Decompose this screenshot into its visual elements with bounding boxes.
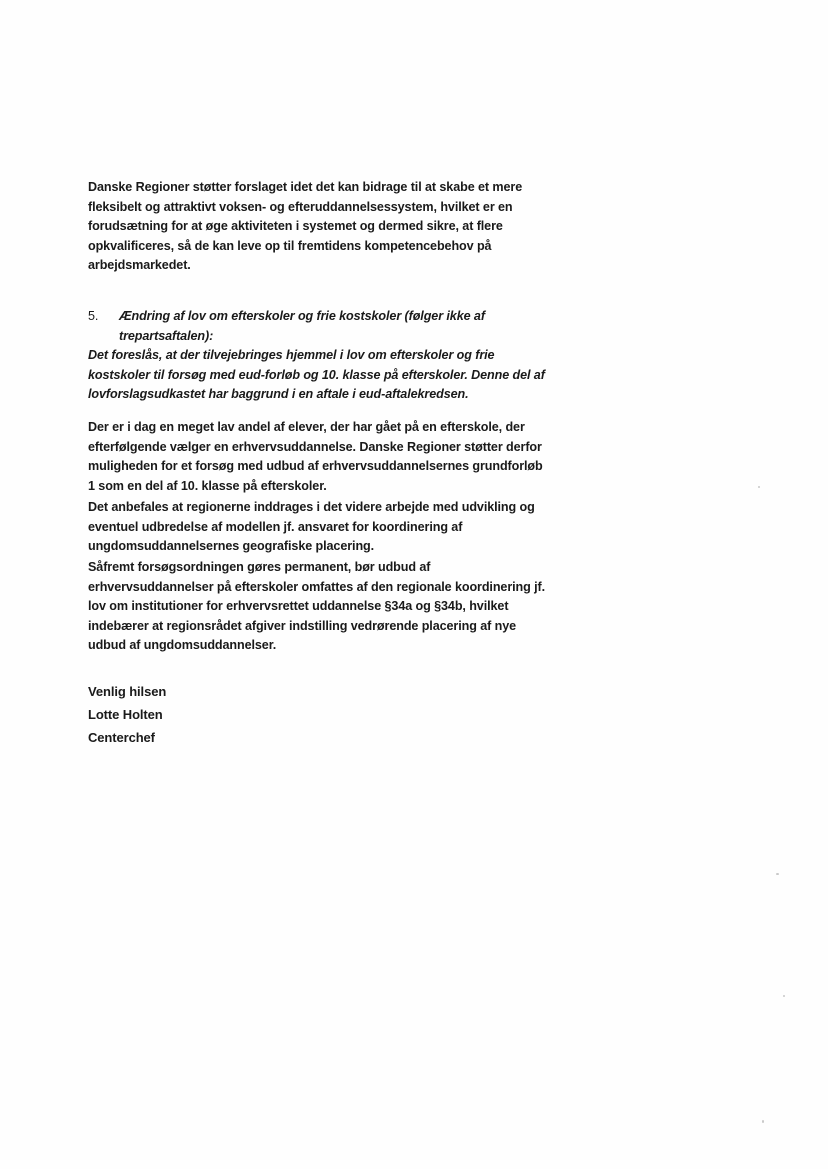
section-title — [88, 307, 588, 327]
scan-speck — [776, 873, 779, 875]
section-title-line: Ændring af lov om efterskoler og frie kostskoler (følger ikke af — [119, 309, 485, 323]
section-5-heading — [88, 307, 588, 405]
body-line: eventuel udbredelse af modellen jf. ansvaret for koordinering af — [88, 519, 463, 534]
scan-speck — [758, 486, 760, 488]
body-line: 1 som en del af 10. klasse på efterskoler. — [88, 478, 327, 493]
signature-title: Centerchef — [88, 730, 155, 745]
section-number: 5. — [88, 309, 99, 323]
body-line: muligheden for et forsøg med udbud af erhvervsuddannelsernes grundforløb — [88, 459, 543, 473]
body-line: ungdomsuddannelsernes geografiske placering. — [88, 539, 375, 553]
body-line: Det anbefales at regionerne inddrages i det videre arbejde med udvikling og — [88, 500, 535, 514]
body-line: Såfremt forsøgsordningen gøres permanent, bør udbud af — [88, 560, 431, 574]
intro-line: arbejdsmarkedet. — [88, 258, 191, 272]
section-summary-line: kostskoler til forsøg med eud-forløb og 10. klasse på efterskoler. Denne del af — [88, 367, 545, 382]
intro-line: fleksibelt og attraktivt voksen- og efteruddannelsessystem, hvilket er en — [88, 199, 513, 214]
scan-speck — [783, 995, 785, 997]
body-line: udbud af ungdomsuddannelser. — [88, 638, 277, 652]
body-line: indebærer at regionsrådet afgiver indstilling vedrørende placering af nye — [88, 618, 516, 633]
body-paragraph-3 — [88, 558, 588, 656]
signature-closing: Venlig hilsen — [88, 684, 167, 699]
signature-block — [88, 680, 588, 749]
section-summary-line: lovforslagsudkastet har baggrund i en aftale i eud-aftalekredsen. — [88, 387, 469, 401]
body-line: Der er i dag en meget lav andel af elever, der har gået på en efterskole, der — [88, 420, 525, 434]
section-summary-line: Det foreslås, at der tilvejebringes hjemmel i lov om efterskoler og frie — [88, 348, 495, 362]
body-line: lov om institutioner for erhvervsrettet uddannelse §34a og §34b, hvilket — [88, 599, 509, 613]
body-paragraph-1 — [88, 418, 588, 496]
intro-paragraph — [88, 178, 588, 276]
body-line: efterfølgende vælger en erhvervsuddannelse. Danske Regioner støtter derfor — [88, 439, 542, 454]
body-paragraph-2 — [88, 498, 588, 557]
intro-line: opkvalificeres, så de kan leve op til fremtidens kompetencebehov på — [88, 238, 492, 253]
body-line: erhvervsuddannelser på efterskoler omfattes af den regionale koordinering jf. — [88, 579, 546, 594]
section-title-line: trepartsaftalen): — [119, 328, 214, 343]
intro-line: forudsætning for at øge aktiviteten i systemet og dermed sikre, at flere — [88, 219, 503, 233]
scan-speck — [762, 1120, 764, 1123]
signature-name: Lotte Holten — [88, 707, 163, 722]
intro-line: Danske Regioner støtter forslaget idet det kan bidrage til at skabe et mere — [88, 180, 523, 194]
